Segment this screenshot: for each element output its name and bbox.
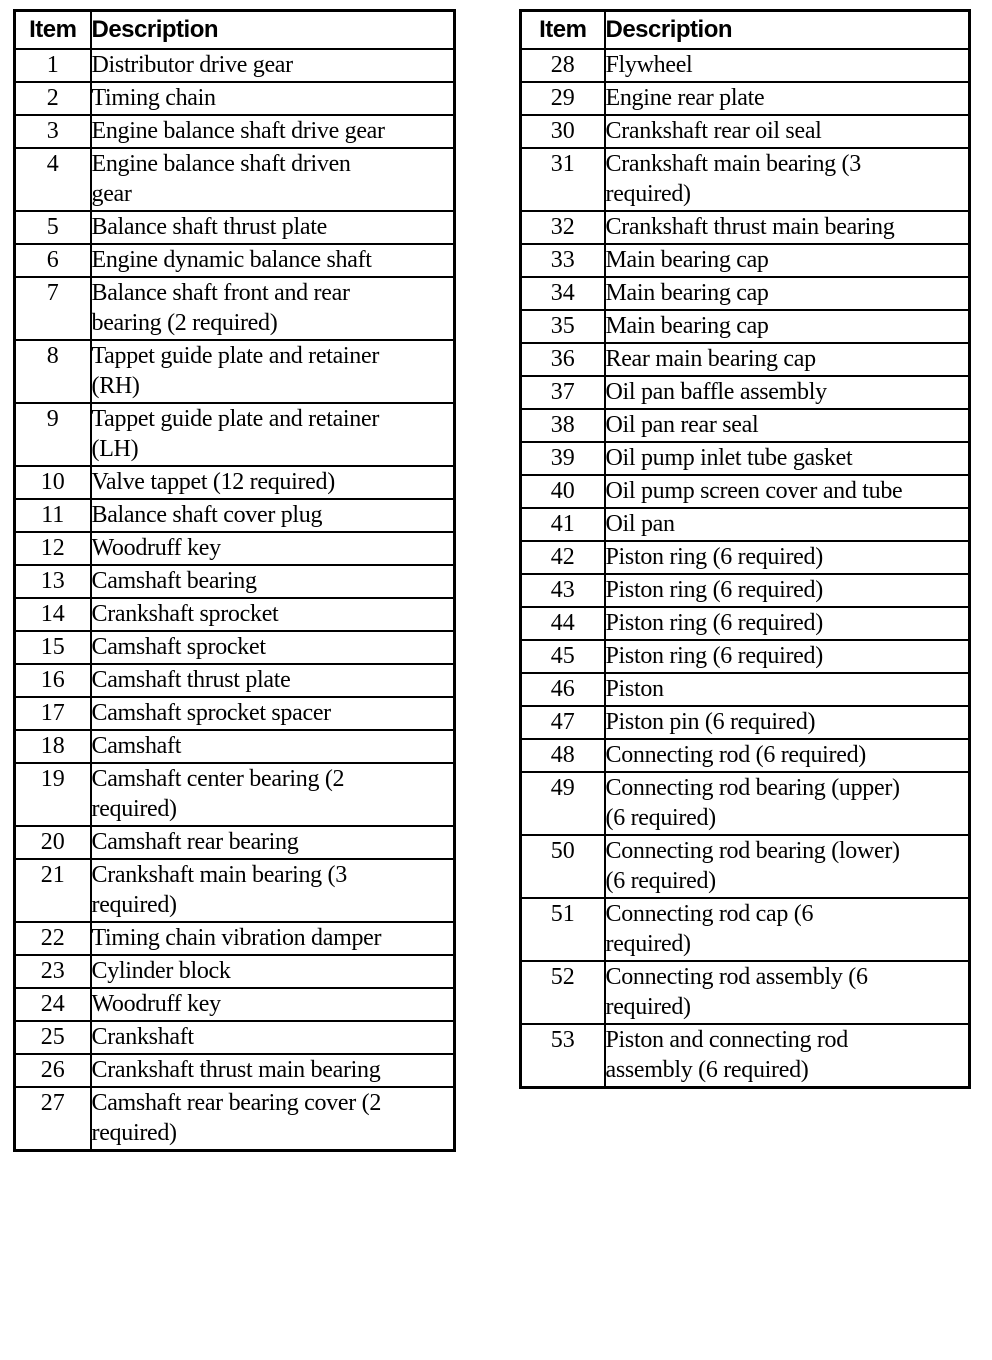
table-row [521, 475, 970, 508]
item-description: Piston pin (6 required) [605, 706, 970, 739]
item-number: 53 [521, 1024, 605, 1088]
table-row [521, 409, 970, 442]
item-number: 22 [15, 922, 91, 955]
item-description: Connecting rod bearing (upper) (6 required) [605, 772, 970, 835]
item-description: Woodruff key [91, 988, 455, 1021]
item-number: 48 [521, 739, 605, 772]
item-number: 21 [15, 859, 91, 922]
table-row [15, 49, 455, 82]
item-number: 46 [521, 673, 605, 706]
item-description: Main bearing cap [605, 310, 970, 343]
item-description: Balance shaft cover plug [91, 499, 455, 532]
table-row [521, 115, 970, 148]
table-row [15, 826, 455, 859]
item-number: 25 [15, 1021, 91, 1054]
table-row [15, 466, 455, 499]
item-description: Piston ring (6 required) [605, 574, 970, 607]
item-description: Piston ring (6 required) [605, 541, 970, 574]
table-row [521, 640, 970, 673]
table-row [15, 922, 455, 955]
table-row [15, 598, 455, 631]
table-row [521, 442, 970, 475]
item-description: Main bearing cap [605, 277, 970, 310]
item-description: Oil pan baffle assembly [605, 376, 970, 409]
item-description: Camshaft rear bearing [91, 826, 455, 859]
item-description: Crankshaft rear oil seal [605, 115, 970, 148]
item-number: 43 [521, 574, 605, 607]
item-number: 37 [521, 376, 605, 409]
table-row [521, 1024, 970, 1088]
header-item: Item [521, 11, 605, 50]
table-row [15, 211, 455, 244]
table-row [15, 955, 455, 988]
item-number: 42 [521, 541, 605, 574]
item-number: 10 [15, 466, 91, 499]
item-description: Balance shaft thrust plate [91, 211, 455, 244]
item-number: 49 [521, 772, 605, 835]
parts-table-left [13, 9, 456, 1152]
table-row [15, 340, 455, 403]
item-description: Piston ring (6 required) [605, 607, 970, 640]
table-row [15, 532, 455, 565]
table-row [15, 730, 455, 763]
table-row [15, 115, 455, 148]
table-row [521, 607, 970, 640]
item-number: 12 [15, 532, 91, 565]
table-row [521, 574, 970, 607]
item-number: 16 [15, 664, 91, 697]
item-description: Connecting rod bearing (lower) (6 required) [605, 835, 970, 898]
item-description: Camshaft center bearing (2 required) [91, 763, 455, 826]
table-body-right [521, 49, 970, 1088]
item-number: 36 [521, 343, 605, 376]
table-row [521, 148, 970, 211]
table-row [15, 859, 455, 922]
item-number: 33 [521, 244, 605, 277]
item-number: 11 [15, 499, 91, 532]
item-description: Camshaft sprocket spacer [91, 697, 455, 730]
item-number: 23 [15, 955, 91, 988]
item-number: 51 [521, 898, 605, 961]
table-row [521, 961, 970, 1024]
item-number: 26 [15, 1054, 91, 1087]
item-description: Timing chain vibration damper [91, 922, 455, 955]
item-description: Rear main bearing cap [605, 343, 970, 376]
item-number: 40 [521, 475, 605, 508]
item-description: Camshaft thrust plate [91, 664, 455, 697]
table-row [521, 376, 970, 409]
item-description: Engine balance shaft driven gear [91, 148, 455, 211]
item-description: Engine rear plate [605, 82, 970, 115]
item-number: 24 [15, 988, 91, 1021]
item-number: 9 [15, 403, 91, 466]
item-description: Connecting rod assembly (6 required) [605, 961, 970, 1024]
item-number: 8 [15, 340, 91, 403]
item-description: Tappet guide plate and retainer (RH) [91, 340, 455, 403]
item-number: 41 [521, 508, 605, 541]
table-row [521, 706, 970, 739]
header-description: Description [605, 11, 970, 50]
table-row [521, 835, 970, 898]
table-row [15, 1054, 455, 1087]
table-row [15, 1087, 455, 1151]
table-row [521, 898, 970, 961]
item-description: Piston and connecting rod assembly (6 required) [605, 1024, 970, 1088]
header-item: Item [15, 11, 91, 50]
item-number: 29 [521, 82, 605, 115]
table-row [15, 277, 455, 340]
table-row [15, 988, 455, 1021]
item-description: Oil pump screen cover and tube [605, 475, 970, 508]
header-description: Description [91, 11, 455, 50]
item-description: Connecting rod (6 required) [605, 739, 970, 772]
table-row [521, 244, 970, 277]
item-description: Main bearing cap [605, 244, 970, 277]
item-description: Oil pan [605, 508, 970, 541]
item-description: Camshaft [91, 730, 455, 763]
table-row [15, 763, 455, 826]
item-description: Camshaft sprocket [91, 631, 455, 664]
table-row [15, 403, 455, 466]
table-row [521, 343, 970, 376]
item-description: Distributor drive gear [91, 49, 455, 82]
item-number: 1 [15, 49, 91, 82]
item-number: 31 [521, 148, 605, 211]
table-row [521, 739, 970, 772]
item-number: 32 [521, 211, 605, 244]
item-description: Woodruff key [91, 532, 455, 565]
table-row [15, 1021, 455, 1054]
item-number: 15 [15, 631, 91, 664]
item-number: 34 [521, 277, 605, 310]
item-number: 6 [15, 244, 91, 277]
table-header-row [15, 11, 455, 50]
table-row [521, 310, 970, 343]
item-number: 4 [15, 148, 91, 211]
table-row [15, 697, 455, 730]
table-row [521, 277, 970, 310]
item-number: 30 [521, 115, 605, 148]
table-row [521, 541, 970, 574]
item-description: Timing chain [91, 82, 455, 115]
item-description: Camshaft bearing [91, 565, 455, 598]
item-number: 2 [15, 82, 91, 115]
item-description: Crankshaft thrust main bearing [605, 211, 970, 244]
item-description: Piston ring (6 required) [605, 640, 970, 673]
item-description: Crankshaft main bearing (3 required) [91, 859, 455, 922]
item-description: Camshaft rear bearing cover (2 required) [91, 1087, 455, 1151]
item-number: 35 [521, 310, 605, 343]
item-description: Engine balance shaft drive gear [91, 115, 455, 148]
item-number: 50 [521, 835, 605, 898]
table-row [521, 211, 970, 244]
item-description: Oil pan rear seal [605, 409, 970, 442]
item-number: 20 [15, 826, 91, 859]
item-number: 3 [15, 115, 91, 148]
item-number: 7 [15, 277, 91, 340]
table-body-left [15, 49, 455, 1151]
item-description: Crankshaft thrust main bearing [91, 1054, 455, 1087]
table-row [15, 631, 455, 664]
item-number: 27 [15, 1087, 91, 1151]
table-row [15, 244, 455, 277]
table-row [15, 148, 455, 211]
item-number: 14 [15, 598, 91, 631]
table-row [15, 82, 455, 115]
table-row [521, 49, 970, 82]
table-row [521, 772, 970, 835]
table-row [15, 664, 455, 697]
item-description: Valve tappet (12 required) [91, 466, 455, 499]
item-number: 18 [15, 730, 91, 763]
item-description: Connecting rod cap (6 required) [605, 898, 970, 961]
item-description: Balance shaft front and rear bearing (2 required) [91, 277, 455, 340]
parts-table-right [519, 9, 971, 1089]
item-number: 28 [521, 49, 605, 82]
item-description: Crankshaft main bearing (3 required) [605, 148, 970, 211]
item-number: 45 [521, 640, 605, 673]
item-number: 47 [521, 706, 605, 739]
table-header-row [521, 11, 970, 50]
item-number: 5 [15, 211, 91, 244]
table-row [521, 508, 970, 541]
item-number: 38 [521, 409, 605, 442]
item-description: Cylinder block [91, 955, 455, 988]
table-row [521, 82, 970, 115]
item-description: Tappet guide plate and retainer (LH) [91, 403, 455, 466]
item-description: Flywheel [605, 49, 970, 82]
item-number: 44 [521, 607, 605, 640]
item-description: Engine dynamic balance shaft [91, 244, 455, 277]
item-number: 13 [15, 565, 91, 598]
item-description: Crankshaft sprocket [91, 598, 455, 631]
item-number: 52 [521, 961, 605, 1024]
item-number: 17 [15, 697, 91, 730]
item-description: Piston [605, 673, 970, 706]
item-description: Oil pump inlet tube gasket [605, 442, 970, 475]
item-description: Crankshaft [91, 1021, 455, 1054]
table-row [521, 673, 970, 706]
item-number: 39 [521, 442, 605, 475]
table-row [15, 499, 455, 532]
item-number: 19 [15, 763, 91, 826]
table-row [15, 565, 455, 598]
